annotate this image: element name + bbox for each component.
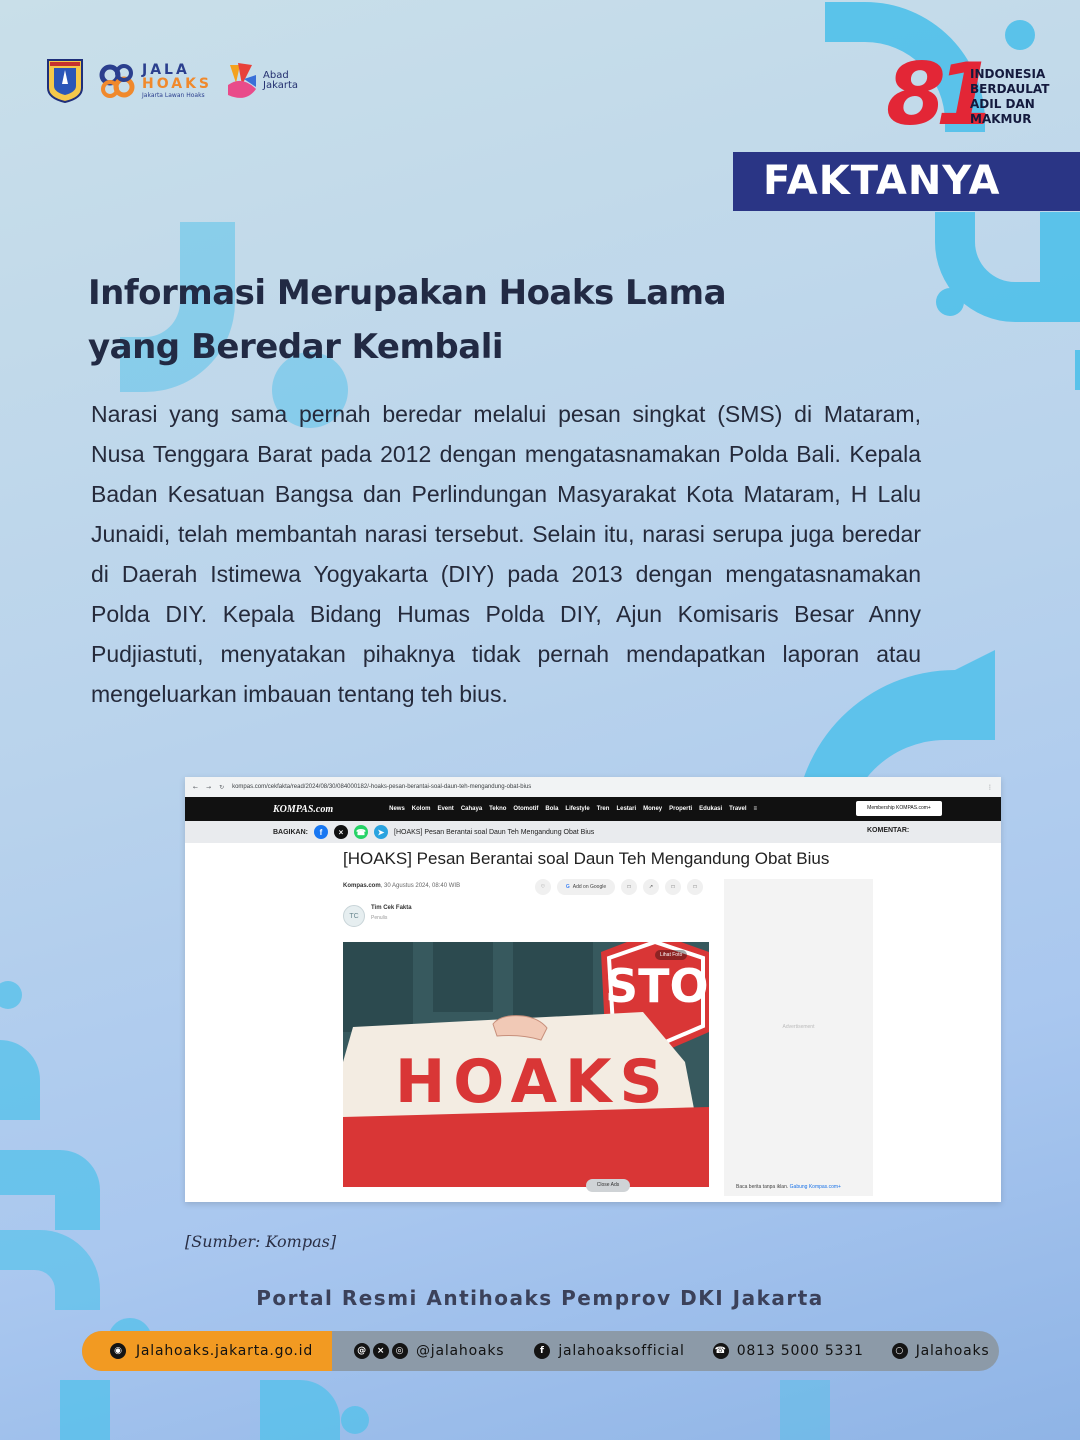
article-tools — [535, 879, 703, 895]
ad-footer — [736, 1184, 841, 1190]
ad-footer-link: Gabung Kompas.com+ — [789, 1184, 841, 1190]
hoaks-illustration-art — [343, 942, 709, 1187]
dki-jakarta-emblem-icon — [46, 58, 84, 104]
hut-line-3: ADIL DAN — [970, 97, 1035, 111]
whatsapp-number[interactable]: 0813 5000 5331 — [736, 1343, 864, 1359]
whatsapp-icon: ☎ — [354, 825, 368, 839]
website-pill — [82, 1331, 332, 1371]
menu-item: Cahaya — [460, 806, 483, 812]
menu-item: Travel — [729, 806, 747, 812]
article-body: Narasi yang sama pernah beredar melalui pesan singkat (SMS) di Mataram, Nusa Tenggara Barat pada 2012 dengan mengatasnamakan Polda Bali. Kepala Badan Kesatuan Bangsa dan Perlindungan Masyarakat Kota Mataram, H Lalu Junaidi, telah membantah narasi tersebut. Selain itu, narasi serupa juga beredar di Daerah Istimewa Yogyakarta (DIY) pada 2013 dengan mengatasnamakan Polda DIY. Kepala Bidang Humas Polda DIY, Ajun Komisaris Besar Anny Pudjiastuti, menyatakan pihaknya tidak pernah mendapatkan laporan atau mengeluarkan imbauan tentang teh bius. — [91, 401, 921, 707]
social-handle-group — [354, 1343, 504, 1359]
title-line-2: yang Beredar Kembali — [88, 327, 503, 367]
google-button-label: Add on Google — [572, 884, 607, 890]
kompas-menu — [389, 806, 757, 812]
title-line-1: Informasi Merupakan Hoaks Lama — [88, 273, 727, 313]
menu-item: Tekno — [489, 806, 507, 812]
menu-item: News — [389, 806, 405, 812]
menu-item: Kolom — [411, 806, 431, 812]
share-label: BAGIKAN: — [273, 828, 308, 836]
hut-tagline — [970, 67, 1049, 127]
share-title: [HOAKS] Pesan Berantai soal Daun Teh Mengandung Obat Bius — [394, 828, 595, 836]
abad-jakarta-mark-icon — [226, 59, 260, 103]
facebook-handle[interactable]: jalahoaksofficial — [558, 1343, 685, 1359]
browser-bar — [185, 777, 1001, 797]
jala-hoaks-mark-icon — [98, 63, 136, 99]
browser-url: kompas.com/cekfakta/read/2024/08/30/084000182/-hoaks-pesan-berantai-soal-daun-teh-mengandung-obat-bius — [232, 784, 532, 790]
source-caption: [Sumber: Kompas] — [185, 1232, 337, 1251]
kompas-logo: KOMPAS.com — [273, 803, 334, 815]
forward-icon: → — [206, 783, 212, 791]
x-icon: × — [334, 825, 348, 839]
author-role: Penulis — [371, 915, 388, 921]
ad-footer-text: Baca berita tanpa iklan. — [736, 1184, 789, 1190]
hoaks-text: HOAKS — [395, 1047, 671, 1117]
hoaks-illustration — [343, 942, 709, 1187]
bookmark-icon: □ — [687, 879, 703, 895]
menu-item: Otomotif — [513, 806, 539, 812]
author-block — [343, 905, 412, 927]
hut-line-4: MAKMUR — [970, 112, 1032, 126]
hut-line-1: INDONESIA — [970, 67, 1046, 81]
menu-item: Lestari — [616, 806, 637, 812]
kompas-navbar — [185, 797, 1001, 821]
google-button: G Add on Google — [557, 879, 615, 895]
close-ads-button: Close Ads — [586, 1179, 630, 1192]
lihat-foto-badge: Lihat Foto — [655, 950, 687, 960]
share-bar — [185, 821, 1001, 843]
facebook-icon: f — [534, 1343, 550, 1359]
menu-item: Money — [643, 806, 663, 812]
save-icon: □ — [621, 879, 637, 895]
chat-handle[interactable]: Jalahoaks — [915, 1343, 990, 1359]
article-meta — [343, 883, 460, 889]
menu-item: Edukasi — [699, 806, 723, 812]
article-title — [88, 266, 788, 374]
telegram-icon: ➤ — [374, 825, 388, 839]
comment-label: KOMENTAR: — [867, 827, 910, 834]
jala-logo-sub: Jakarta Lawan Hoaks — [142, 92, 205, 99]
contact-footer — [82, 1331, 999, 1371]
abad-jakarta-logo — [226, 59, 298, 103]
ad-label: Advertisement — [782, 1024, 815, 1030]
hamburger-icon: ≡ — [753, 806, 758, 812]
menu-item: Lifestyle — [565, 806, 590, 812]
abad-logo-line2: Jakarta — [263, 80, 298, 91]
website-link[interactable]: Jalahoaks.jakarta.go.id — [136, 1343, 314, 1359]
menu-item: Event — [437, 806, 454, 812]
facebook-icon: f — [314, 825, 328, 839]
facebook-group — [534, 1343, 684, 1359]
comment-icon: □ — [665, 879, 681, 895]
partner-logos — [46, 56, 298, 106]
hut-line-2: BERDAULAT — [970, 82, 1050, 96]
instagram-icon: ◎ — [392, 1343, 408, 1359]
portal-tagline: Portal Resmi Antihoaks Pemprov DKI Jakarta — [256, 1286, 824, 1310]
reload-icon: ↻ — [219, 783, 225, 791]
threads-icon: @ — [354, 1343, 370, 1359]
menu-item: Tren — [596, 806, 610, 812]
meta-date: , 30 Agustus 2024, 08:40 WIB — [380, 883, 461, 889]
share-icon: ↗ — [643, 879, 659, 895]
jala-hoaks-logo — [98, 63, 212, 99]
kompas-headline: [HOAKS] Pesan Berantai soal Daun Teh Mengandung Obat Bius — [343, 849, 830, 868]
ad-placeholder — [724, 879, 873, 1196]
author-name: Tim Cek Fakta — [371, 905, 412, 911]
whatsapp-icon: ☎ — [713, 1343, 729, 1359]
menu-item: Bola — [545, 806, 559, 812]
menu-item: Properti — [669, 806, 693, 812]
jala-logo-top: JALA — [142, 62, 190, 78]
faktanya-label: FAKTANYA — [733, 152, 1080, 211]
chat-group — [892, 1343, 990, 1359]
hut-number: 81 — [886, 52, 986, 136]
kompas-screenshot — [185, 777, 1001, 1202]
membership-button: Membership KOMPAS.com+ — [856, 801, 942, 816]
author-avatar: TC — [343, 905, 365, 927]
browser-menu-icon: ⋮ — [987, 783, 993, 791]
abad-logo-line1: Abad — [263, 69, 289, 81]
chat-icon: ○ — [892, 1343, 908, 1359]
sign-text: STO — [605, 959, 709, 1013]
x-icon: × — [373, 1343, 389, 1359]
jala-logo-bottom: HOAKS — [142, 76, 213, 92]
meta-site: Kompas.com — [343, 883, 381, 889]
back-icon: ← — [193, 783, 199, 791]
social-handle[interactable]: @jalahoaks — [416, 1343, 505, 1359]
whatsapp-group — [713, 1343, 864, 1359]
like-icon: ♡ — [535, 879, 551, 895]
globe-icon: ◉ — [110, 1343, 126, 1359]
